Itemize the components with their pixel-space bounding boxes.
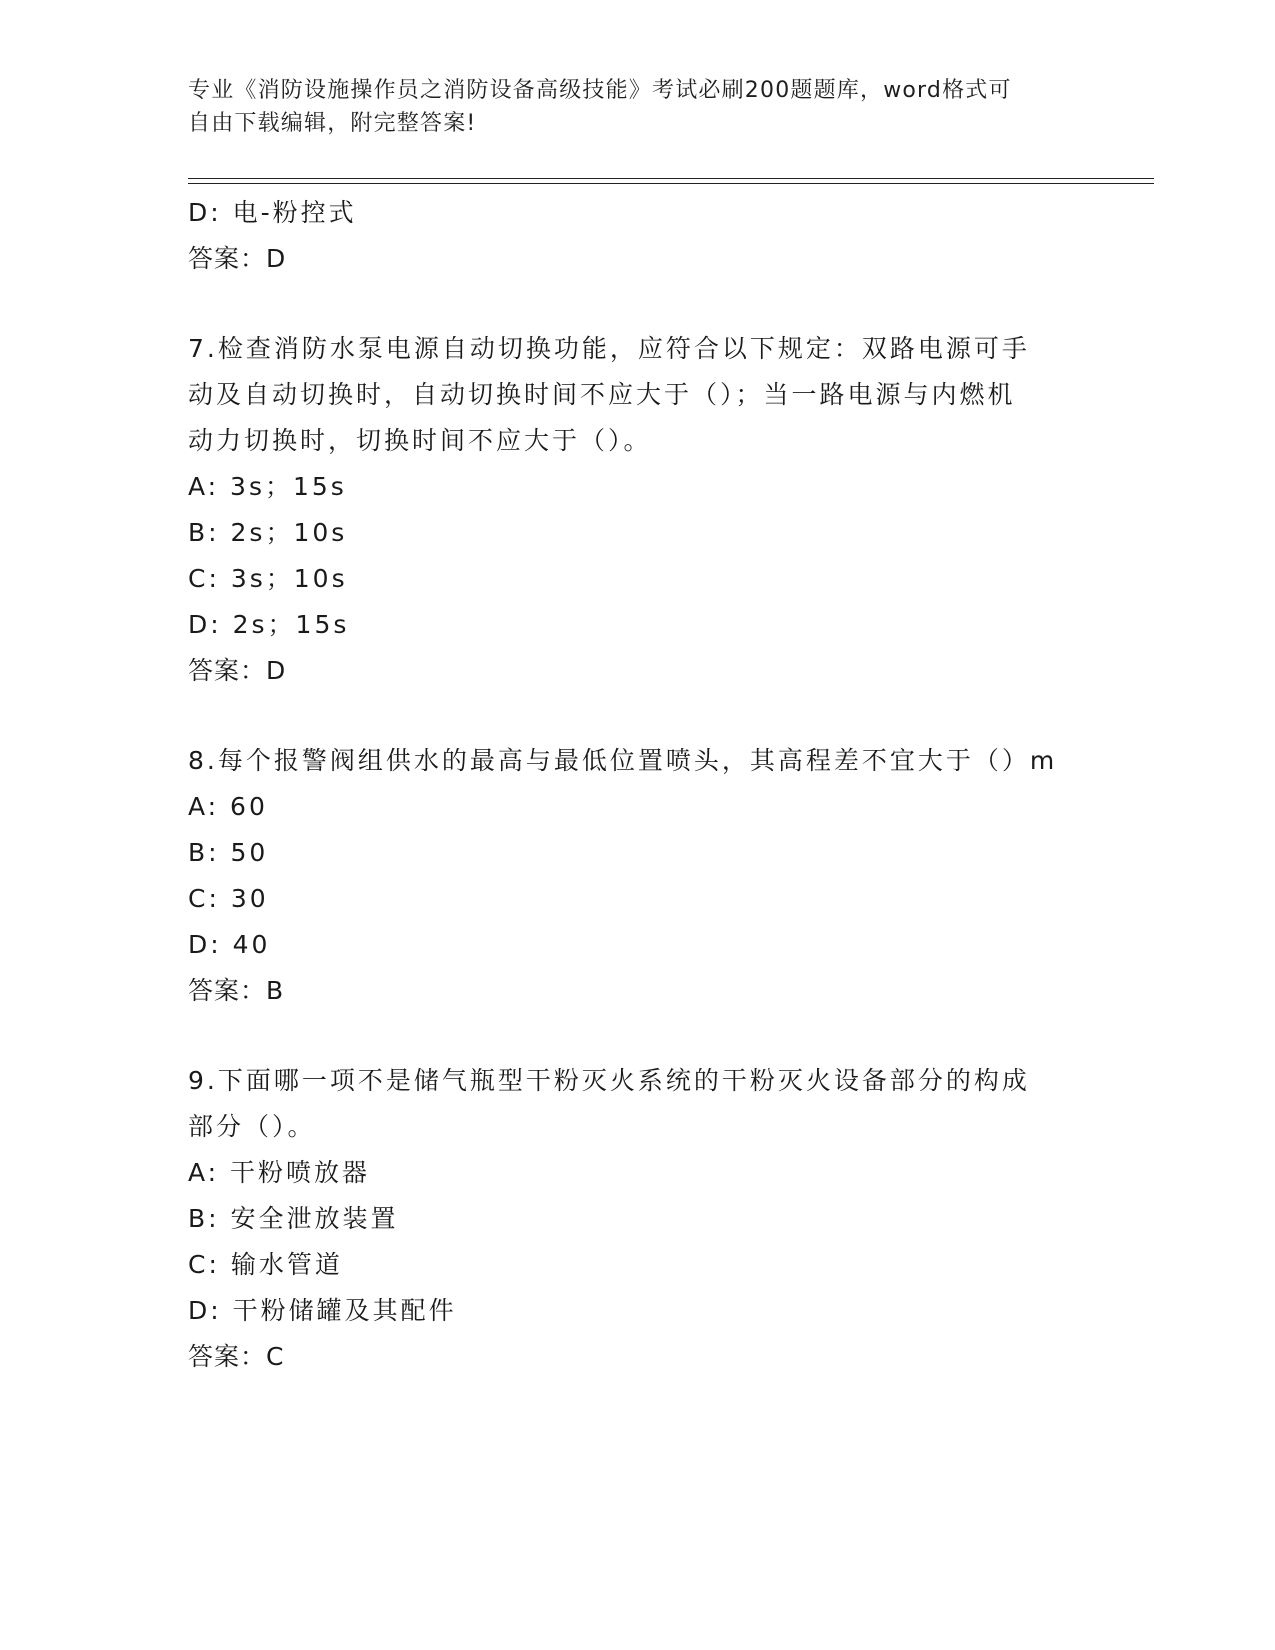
question-list [188, 190, 1088, 1380]
answer: 答案：B [188, 976, 285, 1005]
spacer [188, 1014, 1088, 1058]
option-a: A: 3s；15s [188, 472, 347, 501]
option-b: B: 安全泄放装置 [188, 1204, 399, 1233]
spacer [188, 282, 1088, 326]
header-title-line-1: 专业《消防设施操作员之消防设备高级技能》考试必刷200题题库，word格式可 [188, 78, 1012, 103]
question-8 [188, 738, 1088, 1014]
question-stem-line: 7.检查消防水泵电源自动切换功能，应符合以下规定：双路电源可手 [188, 334, 1030, 363]
answer: 答案：C [188, 1342, 285, 1371]
header-title-line-2: 自由下载编辑，附完整答案! [188, 111, 477, 136]
document-header [188, 74, 1068, 140]
option-b: B: 2s；10s [188, 518, 348, 547]
option-d: D: 40 [188, 930, 271, 959]
question-stem-line: 8.每个报警阀组供水的最高与最低位置喷头，其高程差不宜大于（）m [188, 746, 1058, 775]
option-d: D: 电-粉控式 [188, 198, 357, 227]
option-a: A: 60 [188, 792, 268, 821]
option-d: D: 2s；15s [188, 610, 350, 639]
spacer [188, 694, 1088, 738]
header-divider-top [188, 178, 1154, 179]
question-stem-line: 动及自动切换时，自动切换时间不应大于（）；当一路电源与内燃机 [188, 380, 1016, 409]
carryover-question [188, 190, 1088, 282]
question-stem-line: 动力切换时，切换时间不应大于（）。 [188, 426, 652, 455]
answer: 答案：D [188, 244, 287, 273]
question-stem-line: 9.下面哪一项不是储气瓶型干粉灭火系统的干粉灭火设备部分的构成 [188, 1066, 1030, 1095]
option-c: C: 3s；10s [188, 564, 348, 593]
answer: 答案：D [188, 656, 287, 685]
question-7 [188, 326, 1088, 694]
question-stem-line: 部分（）。 [188, 1112, 316, 1141]
question-9 [188, 1058, 1088, 1380]
option-c: C: 输水管道 [188, 1250, 343, 1279]
header-divider-bottom [188, 183, 1154, 184]
option-d: D: 干粉储罐及其配件 [188, 1296, 457, 1325]
option-c: C: 30 [188, 884, 269, 913]
option-b: B: 50 [188, 838, 269, 867]
option-a: A: 干粉喷放器 [188, 1158, 371, 1187]
